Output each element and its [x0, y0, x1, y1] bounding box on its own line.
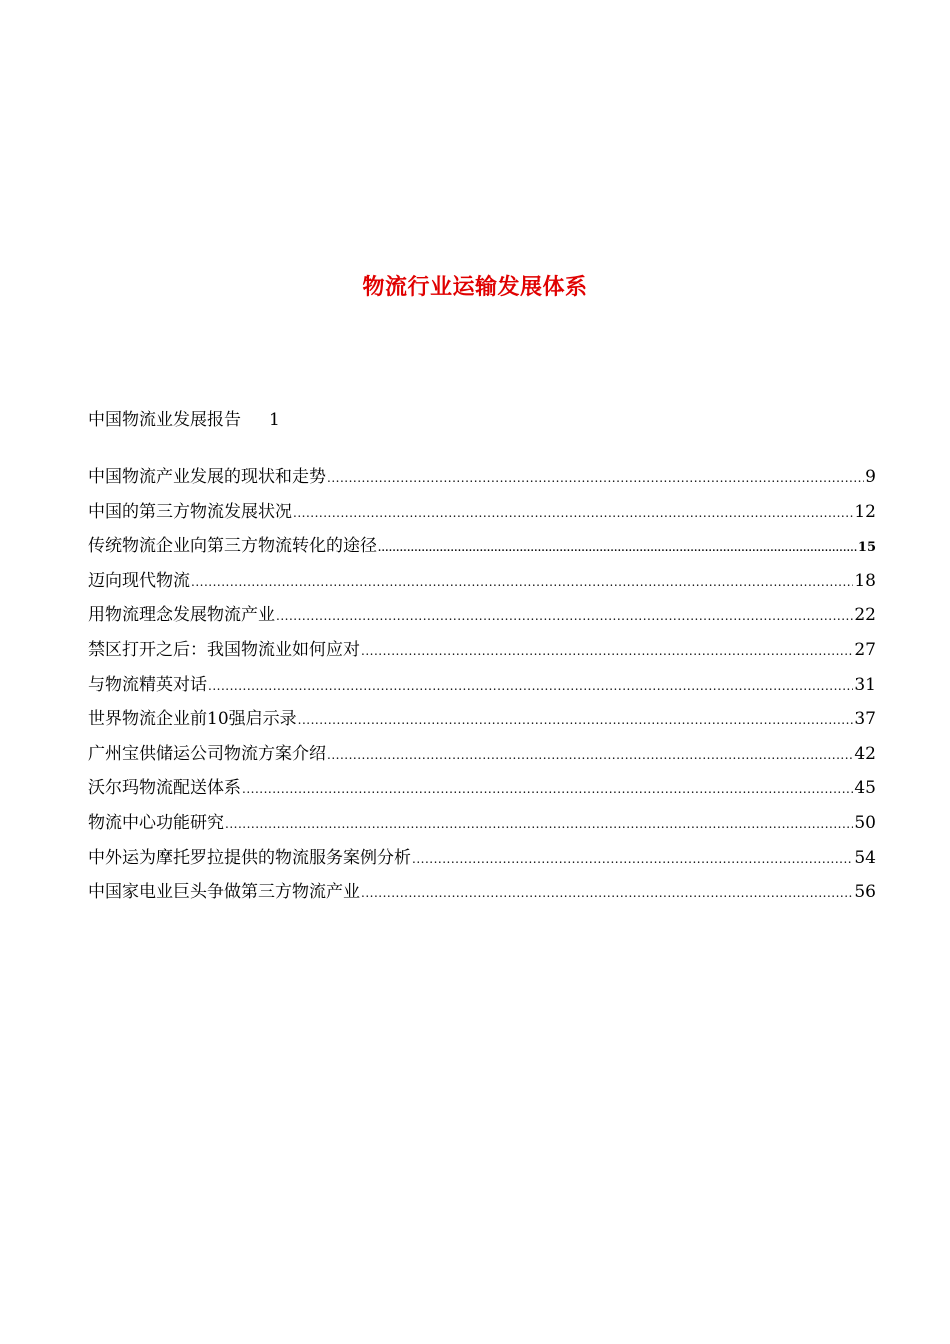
toc-entry-page: 37: [854, 709, 876, 730]
dot-leader: [361, 644, 853, 658]
toc-entry[interactable]: [88, 670, 876, 705]
toc-entry-title: 中国家电业巨头争做第三方物流产业: [88, 882, 360, 903]
dot-leader: [208, 679, 853, 693]
toc-heading-title: 中国物流业发展报告: [88, 410, 241, 430]
dot-leader: [327, 748, 853, 762]
toc-entry[interactable]: [88, 808, 876, 843]
toc-entry[interactable]: [88, 497, 876, 532]
toc-entry-page: 45: [854, 778, 876, 799]
toc-entry-page: 18: [854, 570, 876, 591]
toc-entry[interactable]: [88, 739, 876, 774]
toc-entry-title: 禁区打开之后：我国物流业如何应对: [88, 639, 360, 660]
toc-entry-page: 9: [865, 467, 876, 487]
toc-entry-title: 中外运为摩托罗拉提供的物流服务案例分析: [88, 847, 411, 868]
toc-entry-title: 广州宝供储运公司物流方案介绍: [88, 743, 326, 764]
dot-leader: [298, 713, 854, 727]
toc-heading[interactable]: [88, 405, 280, 430]
toc-entry-page: 22: [854, 605, 876, 626]
table-of-contents: [88, 462, 876, 912]
toc-entry-title: 沃尔玛物流配送体系: [88, 778, 241, 799]
toc-entry[interactable]: [88, 600, 876, 635]
dot-leader: [378, 544, 857, 554]
page-title: 物流行业运输发展体系: [362, 275, 588, 300]
dot-leader: [412, 852, 853, 866]
toc-entry-title: 中国物流产业发展的现状和走势: [88, 467, 326, 487]
dot-leader: [242, 782, 853, 796]
toc-entry-title: 迈向现代物流: [88, 570, 190, 591]
toc-entry-page: 27: [854, 639, 876, 660]
toc-entry[interactable]: [88, 462, 876, 497]
toc-heading-page: 1: [269, 410, 280, 430]
toc-entry[interactable]: [88, 566, 876, 601]
dot-leader: [293, 506, 853, 520]
dot-leader: [361, 886, 853, 900]
toc-entry-title: 物流中心功能研究: [88, 812, 224, 833]
toc-entry-page: 56: [854, 882, 876, 903]
toc-entry-page: 42: [854, 743, 876, 764]
toc-entry[interactable]: [88, 704, 876, 739]
toc-entry[interactable]: [88, 877, 876, 912]
toc-entry-title: 用物流理念发展物流产业: [88, 605, 275, 626]
toc-entry-title: 中国的第三方物流发展状况: [88, 501, 292, 522]
toc-entry-page: 12: [854, 501, 876, 522]
toc-entry[interactable]: [88, 843, 876, 878]
dot-leader: [327, 471, 864, 485]
toc-entry-title: 世界物流企业前10强启示录: [88, 709, 297, 730]
dot-leader: [276, 609, 853, 623]
dot-leader: [225, 817, 853, 831]
toc-entry-title: 与物流精英对话: [88, 674, 207, 695]
toc-entry[interactable]: [88, 773, 876, 808]
dot-leader: [191, 575, 853, 589]
toc-entry-page: 31: [854, 674, 876, 695]
toc-entry[interactable]: [88, 635, 876, 670]
toc-entry-page: 54: [854, 847, 876, 868]
toc-entry-page: 50: [854, 812, 876, 833]
toc-entry[interactable]: [88, 531, 876, 566]
toc-entry-title: 传统物流企业向第三方物流转化的途径: [88, 536, 377, 557]
toc-entry-page: 15: [857, 540, 876, 556]
